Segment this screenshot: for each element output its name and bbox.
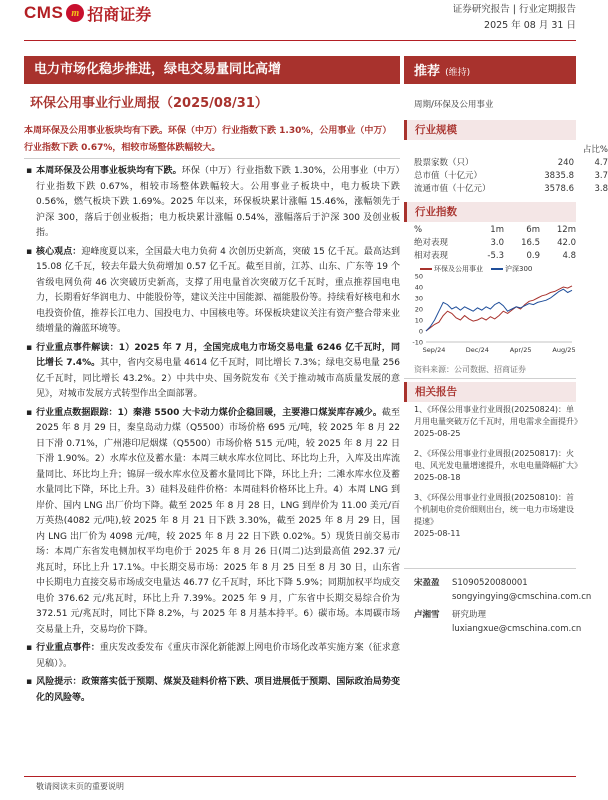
related-reports-list [414,404,582,548]
row-label: 总市值（十亿元） [414,171,483,181]
report-date: 2025-08-18 [414,473,461,482]
company-logo [24,2,151,24]
bullet-item [24,675,400,706]
row-pct: 3.8 [594,184,608,194]
bullet-item [24,406,400,639]
bullet-bold: 行业重点事件： [36,643,100,653]
row-value: 16.5 [521,238,540,248]
row-value: 42.0 [557,238,576,248]
report-link-text: 2、《环保公用事业行业周报(20250817)：火电、风光发电量增速提升，水电电量降幅扩大》 [414,449,582,470]
bullet-bold: 行业重点数据跟踪：1）秦港 5500 大卡动力煤价企稳回暖，主要港口煤炭库存减少。 [36,407,382,418]
bullet-list [24,164,400,709]
analyst-email[interactable]: songyingying@cmschina.com.cn [452,592,592,602]
series-line-0 [426,286,572,331]
header-divider [24,40,576,41]
row-label: 绝对表现 [414,238,449,248]
bullet-bold: 行业重点事件解读：1）2025 年 7 月，全国完成电力市场交易电量 6246 亿千瓦时，同比增长 7.4%。 [36,342,400,368]
bullet-text: 迎峰度夏以来，全国最大电力负荷 4 次创历史新高，突破 15 亿千瓦。最高达到 15.08 亿千瓦，较去年最大负荷增加 0.57 亿千瓦。截至目前，江苏、山东、广东等 19 个省级电网负荷 46 次突破历史新高，支撑了用电量首次突破万亿千瓦时，重点推荐国电电力，长期看好华润电力、中能股份等，建议关注中国能源、福能股份等。持续看好核电和水电投资价值，推荐长江电力、国投电力、中国核电等。环保板块建议关注有资产整合带来业绩增量的瀚蓝环境等。 [36,246,400,334]
rating-banner [404,56,576,84]
table-row [414,157,608,170]
y-tick-label: 30 [414,294,423,303]
logo-mark-icon: m [66,4,84,22]
footer-divider [24,776,576,777]
industry-index-table [414,224,576,263]
bullet-bold: 风险提示：政策落实低于预期、煤炭及硅料价格下跌、项目进展低于预期、国际政治局势变化的风险等。 [36,677,400,703]
summary-divider [24,158,400,159]
chart-source: 资料来源：公司数据、招商证券 [414,365,526,374]
analyst-row [414,576,584,590]
report-type: 证券研究报告 | 行业定期报告 [452,4,576,15]
row-value: 3.0 [490,238,504,248]
analyst-name: 宋盈盈 [414,578,440,588]
row-value: 3578.6 [544,184,574,194]
y-tick-label: 40 [414,283,423,292]
analyst-id: 研究助理 [452,610,487,620]
table-row [414,183,608,196]
table-row [414,170,608,183]
x-tick-label: Dec/24 [465,346,489,354]
y-tick-label: 50 [414,272,423,281]
logo-chinese: 招商证券 [87,4,152,24]
y-tick-label: -10 [412,338,423,347]
report-link[interactable] [414,492,578,540]
bullet-item [24,245,400,338]
report-date: 2025 年 08 月 31 日 [484,20,576,31]
row-pct: 3.7 [594,171,608,181]
sidebar-divider [404,568,576,569]
x-tick-label: Sep/24 [422,346,446,354]
x-tick-label: Aug/25 [552,346,576,354]
table-header-row [414,224,576,237]
bullet-text: 重庆发改委发布《重庆市深化新能源上网电价市场化改革实施方案（征求意见稿）》。 [36,643,400,669]
report-date: 2025-08-25 [414,429,461,438]
industry-scale-title: 行业规模 [404,120,576,140]
report-title: 电力市场化稳步推进，绿电交易量同比高增 [24,56,400,84]
report-link-text: 1、《环保公用事业行业周报(20250824)：单月用电量突破万亿千瓦时，用电需求全面提升》 [414,405,582,426]
row-label: 相对表现 [414,251,449,261]
analyst-block [414,576,592,636]
row-label: 流通市值（十亿元） [414,184,491,194]
bullet-bold: 核心观点： [36,246,82,257]
analyst-email[interactable]: luxiangxue@cmschina.com.cn [452,624,582,634]
row-value: 240 [557,158,574,168]
sector-tag: 周期/环保及公用事业 [414,100,494,110]
bullet-item [24,341,400,403]
header-meta [453,2,576,34]
table-row [414,237,576,250]
bullet-bold: 本周环保及公用事业板块均有下跌。 [36,166,182,176]
legend-label: 沪深300 [505,265,533,273]
report-subtitle: 环保公用事业行业周报（2025/08/31） [30,96,268,111]
series-line-1 [426,289,572,331]
report-date: 2025-08-11 [414,529,461,538]
rating-status: (维持) [445,68,471,78]
row-pct: 4.7 [594,158,608,168]
y-tick-label: 20 [414,305,423,314]
related-reports-title: 相关报告 [404,382,576,402]
y-tick-label: 0 [418,327,423,336]
analyst-row [414,608,584,622]
bullet-text: 截至 2025 年 8 月 29 日，秦皇岛动力煤（Q5500）市场价格 695 元/吨，较 2025 年 8 月 22 日下滑 0.71%，广州港印尼烟煤（Q5500）市场价格 515 元/吨，较 2025 年 8 月 22 日下滑 1.90%。2）水库水位及蓄水量：本周三峡水库水位同比、环比均上升，入库及出库流量同比、环比均上升；锦屏一级水库水位及蓄水量同比下降，环比上升；二滩水库水位及蓄水量同比下降，环比上升。3）硅料及硅件价格：本周硅料价格环比上升。4）本周 LNG 到岸价、国内 LNG 出厂价均下降。截至 2025 年 8 月 28 日，LNG 到岸价为 11.00 美元/百万英热(4082 元/吨),较 2025 年 8 月 21 日下跌 3.30%，截至 2025 年 8 月 29 日，国内 LNG 出厂价为 4098 元/吨，较 2025 年 8 月 22 日下跌 0.02%。5）现货日前交易市场：本周广东省发电侧加权平均电价于 2025 年 8 月 26 日(周二)达到最高值 292.37 元/兆瓦时，环比上升 17.1%。中长期交易市场：2025 年 8 月 25 日至 8 月 30 日，山东省中长期电力直接交易市场成交电量达 46.77 亿千瓦时，环比下降 5.9%；同期加权平均成交电价 376.62 元/兆瓦时，环比上升 7.39%。2025 年 9 月，广东省中长期交易综合价为 372.51 元/兆瓦时，同比下降 8.2%，与 2025 年 8 月基本持平。6）碳市场。本周碳市场交易量上升，交易均价下降。 [36,407,400,635]
logo-latin: CMS [24,3,64,22]
pct-header: 占比% [582,145,608,155]
rating-label: 推荐 [414,64,441,79]
industry-scale-table [414,144,608,196]
bullet-text: 环保（中万）行业指数下跌 1.30%，公用事业（中万）行业指数下跌 0.67%，相较市场整体跌幅较大。公用事业子板块中，电力板块下跌 0.56%，燃气板块下跌 1.69%。2025 年以来，环保板块累计涨幅 15.46%，涨幅领先于沪深 300，落后于创业板指；电力板块累计涨幅 0.54%，涨幅落后于沪深 300 及创业板指。 [36,166,400,238]
x-tick-label: Apr/25 [509,346,532,354]
report-link-text: 3、《环保公用事业行业周报(20250810)：首个机制电价竞价细则出台，统一电力市场建设提速》 [414,493,575,526]
sidebar-divider [404,378,576,379]
report-link[interactable] [414,448,582,484]
industry-index-title: 行业指数 [404,202,576,222]
col-header: 12m [556,225,576,235]
y-tick-label: 10 [414,316,423,325]
col-header: % [414,225,423,235]
analyst-id: S1090520080001 [452,578,528,588]
bullet-item [24,641,400,672]
col-header: 6m [526,225,540,235]
bullet-text: 其中，省内交易电量 4614 亿千瓦时，同比增长 7.3%；绿电交易电量 256 亿千瓦时，同比增长 43.2%。2）中共中央、国务院发布《关于推动城市高质量发展的意见》，对城市发展方式转型作出全面部署。 [36,358,400,399]
report-link[interactable] [414,404,582,440]
row-value: 3835.8 [544,171,574,181]
bullet-item [24,164,400,242]
footer-note: 敬请阅读末页的重要说明 [36,782,124,791]
table-header-row [414,144,608,157]
summary-text: 本周环保及公用事业板块均有下跌。环保（中万）行业指数下跌 1.30%，公用事业（中万）行业指数下跌 0.67%，相较市场整体跌幅较大。 [24,126,392,153]
index-performance-chart [404,262,576,356]
analyst-name: 卢湘雪 [414,610,440,620]
row-value: 4.8 [562,251,576,261]
row-value: -5.3 [487,251,504,261]
row-label: 股票家数（只） [414,158,474,168]
row-value: 0.9 [526,251,540,261]
legend-label: 环保及公用事业 [434,265,483,273]
col-header: 1m [490,225,504,235]
